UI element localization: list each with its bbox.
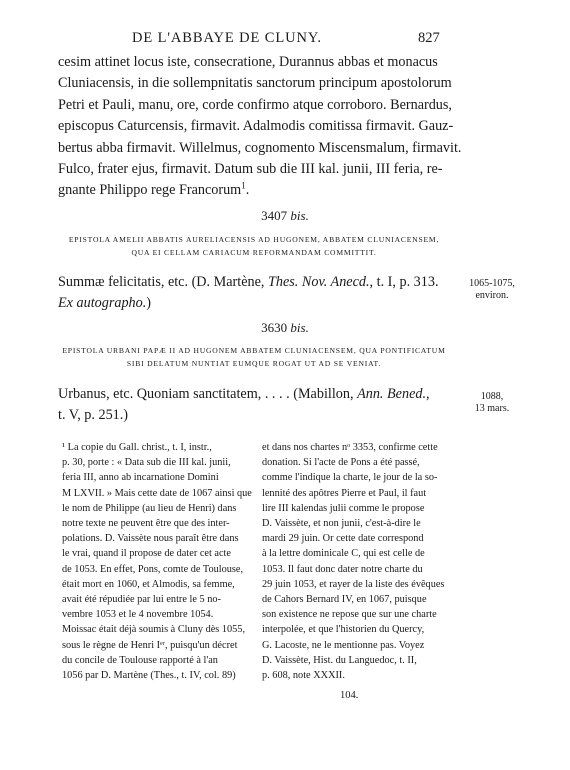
footnote-line: M LXVII. » Mais cette date de 1067 ainsi que bbox=[62, 487, 252, 499]
footnote-line: lire III kalendas julii comme le propose bbox=[262, 502, 425, 514]
charter-title bbox=[58, 345, 450, 370]
margin-date: 1065-1075, bbox=[469, 278, 515, 289]
entry-text: ) bbox=[146, 295, 152, 311]
footnote-column-right bbox=[262, 440, 452, 683]
margin-date-note bbox=[452, 391, 532, 415]
charter-number bbox=[0, 320, 570, 336]
printer-signature-mark: 104. bbox=[340, 690, 359, 701]
entry-line: t. V, p. 251.) bbox=[58, 407, 129, 423]
margin-qualifier: 13 mars. bbox=[474, 403, 510, 414]
footnote-line: notre texte ne peuvent être que des inter- bbox=[62, 518, 230, 530]
footnote-line: p. 30, porte : « Data sub die III kal. junii, bbox=[62, 457, 231, 469]
charter-title-line: SIBI DELATUM NUNTIAT EUMQUE ROGAT UT AD SE VENIAT. bbox=[126, 358, 382, 368]
entry-text: Summæ felicitatis, etc. (D. Martène, bbox=[58, 274, 268, 290]
page-number: 827 bbox=[418, 30, 440, 46]
charter-title-line: QUA EI CELLAM CARIACUM REFORMANDAM COMMITTIT. bbox=[131, 247, 377, 257]
footnote-column-left bbox=[62, 440, 252, 683]
footnote-line: ¹ La copie du Gall. christ., t. I, instr., bbox=[62, 442, 212, 453]
running-title: DE L'ABBAYE DE CLUNY. bbox=[132, 30, 322, 46]
charter-title-line: EPISTOLA URBANI PAPÆ II AD HUGONEM ABBATEM CLUNIACENSEM, QUA PONTIFICATUM bbox=[62, 346, 446, 355]
footnote-line: 1053. Il faut donc dater notre charte du bbox=[262, 563, 423, 575]
charter-number bbox=[0, 208, 570, 224]
entry-line bbox=[58, 384, 448, 405]
charter-entry bbox=[58, 272, 448, 314]
charter-number-suffix: bis. bbox=[290, 208, 309, 223]
body-line: Fulco, frater ejus, firmavit. Datum sub die III kal. junii, III feria, re- bbox=[58, 161, 443, 178]
footnote-line: G. Lacoste, ne le mentionne pas. Voyez bbox=[262, 639, 425, 651]
footnote-line: sous le règne de Henri Iᵉʳ, puisqu'un décret bbox=[62, 639, 238, 651]
footnote-line: D. Vaissète, Hist. du Languedoc, t. II, bbox=[262, 654, 417, 666]
footnote-reference: 1 bbox=[241, 180, 246, 191]
footnote-line: à la lettre dominicale C, qui est celle de bbox=[262, 548, 425, 560]
footnote-line: le nom de Philippe (au lieu de Henri) dans bbox=[62, 502, 237, 514]
entry-text: , bbox=[426, 386, 430, 402]
footnote-line: mardi 29 juin. Or cette date correspond bbox=[262, 533, 424, 545]
footnote-line: interpolée, et que l'historien du Quercy, bbox=[262, 624, 425, 636]
body-line: Cluniacensis, in die sollempnitatis sanctorum principum apostolorum bbox=[58, 75, 452, 92]
body-line: episcopus Caturcensis, firmavit. Adalmodis comitissa firmavit. Gauz- bbox=[58, 118, 454, 135]
footnote-line: son existence ne repose que sur une charte bbox=[262, 609, 437, 621]
footnote-line: était mort en 1060, et Almodis, sa femme, bbox=[62, 578, 235, 590]
footnote-line: p. 608, note XXXII. bbox=[262, 670, 345, 682]
footnote-line: polations. D. Vaissète nous paraît être dans bbox=[62, 533, 239, 545]
entry-line bbox=[58, 293, 448, 314]
body-line: bertus abba firmavit. Willelmus, cognomento Miscensmalum, firmavit. bbox=[58, 139, 462, 156]
footnote-line: lennité des apôtres Pierre et Paul, il faut bbox=[262, 487, 427, 499]
body-line: cesim attinet locus iste, consecratione, Durannus abbas et monacus bbox=[58, 54, 438, 70]
footnote-line: comme l'indique la charte, le jour de la so- bbox=[262, 472, 438, 484]
footnote-line: feria III, anno ab incarnatione Domini bbox=[62, 472, 219, 484]
margin-date: 1088, bbox=[480, 391, 504, 402]
footnote-line: Moissac était déjà soumis à Cluny dès 1055, bbox=[62, 624, 246, 636]
body-line: Petri et Pauli, manu, ore, corde confirmo atque corroboro. Bernardus, bbox=[58, 96, 452, 113]
body-line-text: gnante Philippo rege Francorum bbox=[58, 182, 242, 199]
footnote-line: de 1053. En effet, Pons, comte de Toulouse, bbox=[62, 563, 244, 575]
charter-entry bbox=[58, 384, 448, 426]
margin-date-note bbox=[452, 278, 532, 302]
charter-number-value: 3630 bbox=[261, 320, 288, 335]
margin-qualifier: environ. bbox=[475, 290, 509, 301]
charter-title bbox=[58, 234, 450, 259]
entry-text: , t. I, p. 313. bbox=[369, 274, 439, 290]
entry-text: Urbanus, etc. Quoniam sanctitatem, . . . . (Mabillon, bbox=[58, 386, 358, 402]
footnote-line: 29 juin 1053, et rayer de la liste des évêques bbox=[262, 578, 445, 590]
footnote-line: du concile de Toulouse rapporté à l'an bbox=[62, 654, 218, 666]
entry-italic-source: Ex autographo. bbox=[58, 295, 147, 311]
footnote-line: avait été répudiée par lui entre le 5 no- bbox=[62, 594, 221, 606]
charter-number-value: 3407 bbox=[261, 208, 288, 223]
footnote-line: et dans nos chartes nᵒ 3353, confirme cette bbox=[262, 442, 438, 453]
entry-line bbox=[58, 272, 448, 293]
footnote-line: le vrai, quand il propose de dater cet acte bbox=[62, 548, 231, 560]
charter-title-line: EPISTOLA AMELII ABBATIS AURELIACENSIS AD HUGONEM, ABBATEM CLUNIACENSEM, bbox=[68, 235, 440, 244]
charter-number-suffix: bis. bbox=[290, 320, 309, 335]
body-line-last: gnante Philippo rege Francorum$^1$. bbox=[58, 180, 250, 199]
entry-italic-title: Thes. Nov. Anecd. bbox=[268, 274, 370, 290]
footnote-line: 1056 par D. Martène (Thes., t. IV, col. 89) bbox=[62, 670, 236, 682]
footnote-line: de Cahors Bernard IV, en 1067, puisque bbox=[262, 594, 427, 606]
footnote-line: donation. Si l'acte de Pons a été passé, bbox=[262, 457, 420, 469]
footnote-line: D. Vaissète, et non junii, c'est-à-dire le bbox=[262, 518, 421, 530]
entry-italic-title: Ann. Bened. bbox=[357, 386, 427, 402]
footnote-line: vembre 1053 et le 4 novembre 1054. bbox=[62, 609, 214, 621]
charter-body-text bbox=[58, 52, 462, 202]
